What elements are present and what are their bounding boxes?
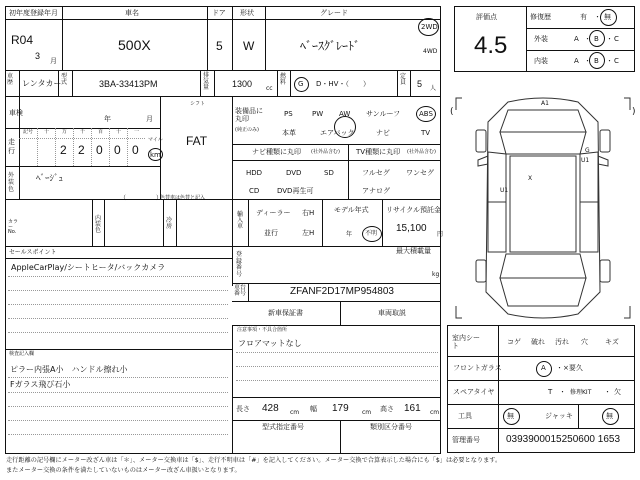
front-glass-a: A	[541, 364, 546, 372]
exterior-value: ﾍﾞｰｼﾞｭ	[36, 174, 64, 184]
import-right: 右H	[302, 209, 315, 217]
mileage-digit-divider	[37, 128, 38, 166]
registration-label: 登録番号	[236, 251, 243, 278]
drive-4wd: 4WD	[423, 48, 438, 55]
mileage-digit: 0	[132, 143, 139, 157]
sales-point-label: セールスポイント	[9, 249, 57, 256]
seat-hole: 穴	[581, 338, 588, 346]
width-unit: cm	[362, 409, 372, 416]
model-year-unit: 年	[346, 231, 353, 238]
footer-line2: またメーター交換の条件を満たしていないものはメーター改ざん車扱いとなります。	[6, 467, 241, 474]
month-unit: 月	[50, 57, 57, 65]
seat-label: 室内シート	[452, 334, 480, 351]
model-year-unknown: 不明	[365, 230, 378, 237]
jack-label: ジャッキ	[545, 412, 573, 420]
mileage-digit: 0	[114, 143, 121, 157]
shape-value: W	[243, 39, 255, 53]
capacity-value: 5	[417, 79, 423, 89]
vin-value: ZFANF2D17MP954803	[290, 286, 394, 297]
recycle-yen: 円	[437, 231, 444, 238]
repair-dot: ・	[594, 13, 601, 21]
diagram-right-bracket-1: )	[632, 107, 636, 117]
interior-color-label: 内装色	[95, 215, 102, 234]
equip-pw: PW	[312, 110, 324, 118]
type-cert-label: 型式指定番号	[262, 423, 304, 431]
exterior-grade-c: C	[614, 35, 619, 43]
exterior-note: 色替車は色替と記入	[160, 195, 206, 201]
footer-line1: 走行距離の記号欄にメーター改ざん車は「＊」、メーター交換車は「$」、走行不明車は「#」を記入してください。メーター交換で合算表示した場合にも「$」は必要となります。	[6, 457, 502, 464]
exterior-grade-a: A	[574, 35, 579, 43]
mileage-digit-divider	[55, 128, 56, 166]
drive-2wd: 2WD	[421, 23, 438, 31]
mileage-digit-divider	[73, 128, 74, 166]
seat-burn: コゲ	[507, 338, 521, 346]
tv-oneseg: ワンセグ	[406, 169, 434, 177]
interior-grade-b: B	[594, 57, 599, 65]
capacity-label: 定員	[400, 73, 407, 86]
grade-value: ﾍﾞｰｽｸﾞﾚｰﾄﾞ	[300, 39, 361, 53]
diagram-a1: A1	[541, 100, 549, 107]
fuel-g: G	[298, 80, 304, 88]
mileage-digit: 2	[60, 143, 67, 157]
seat-stain: 汚れ	[555, 338, 569, 346]
type-label: 型式	[61, 73, 68, 86]
mileage-digit-label: 百	[98, 129, 104, 135]
mileage-digit-label: 記号	[23, 129, 34, 135]
exterior-grade-dot2: ・	[606, 35, 613, 43]
equipment-sub: (純正のみ)	[235, 127, 259, 133]
navi-title-sub: (社外品含む)	[311, 149, 340, 155]
import-dealer: ディーラー	[256, 209, 291, 217]
length-label: 長さ	[236, 405, 250, 413]
repair-label: 修復歴	[530, 13, 551, 21]
mileage-digit: 0	[96, 143, 103, 157]
tv-title-sub: (社外品含む)	[407, 149, 436, 155]
spare-kit: 修理KIT	[570, 389, 592, 396]
height-label: 高さ	[380, 405, 394, 413]
inspection-year: 年	[104, 115, 111, 123]
score-value: 4.5	[474, 32, 508, 59]
score-label: 評価点	[476, 13, 497, 21]
navi-hdd: HDD	[246, 169, 263, 177]
category-label: 車歴	[7, 73, 14, 86]
mileage-digit-label: 一	[134, 129, 140, 135]
exterior-label: 外装色	[8, 172, 15, 194]
manual-label: 車両取説	[378, 309, 406, 317]
diagram-u1-right: U1	[581, 157, 590, 164]
cooling-label: 冷房	[166, 217, 173, 230]
attention-value: フロアマットなし	[238, 339, 302, 348]
spare-label: スペアタイヤ	[453, 388, 495, 396]
exterior-grade-b: B	[594, 35, 599, 43]
interior-grade-dot1: ・	[584, 57, 591, 65]
mileage-digit: 2	[78, 143, 85, 157]
equip-navi: ナビ	[376, 129, 390, 137]
height-unit: cm	[430, 409, 440, 416]
seat-tear: 破れ	[531, 338, 545, 346]
fuel-rest: D・HV・（ ）	[316, 80, 370, 88]
import-label: 輸入車	[237, 211, 244, 230]
inspector-line1: ピラー内張A小 ハンドル擦れ小	[10, 365, 128, 374]
type-value: 3BA-33413PM	[99, 79, 158, 89]
mileage-label-divider	[19, 138, 145, 139]
height-value: 161	[404, 403, 421, 414]
mileage-digit-divider	[109, 128, 110, 166]
shift-label: シフト	[190, 101, 206, 107]
reg-year-label: 初年度登録年月	[9, 9, 58, 17]
tv-analog: アナログ	[362, 187, 390, 195]
model-name-label: 車名	[125, 9, 139, 17]
import-parallel: 並行	[264, 229, 278, 237]
diagram-u1-left: U1	[500, 187, 509, 194]
repair-yes: 有	[580, 13, 587, 21]
color-no-label: カラー No.	[8, 219, 19, 235]
recycle-label: リサイクル預託金	[386, 206, 442, 214]
exterior-paren: （ ）	[120, 195, 163, 202]
width-value: 179	[332, 403, 349, 414]
spare-dot2: ・	[604, 388, 611, 396]
displacement-label: 排気量	[203, 72, 210, 91]
mileage-digit-label: 千	[80, 129, 86, 135]
width-label: 幅	[310, 405, 317, 413]
reg-year-value: R04	[11, 33, 34, 47]
equip-airbag: エアバック	[320, 129, 355, 137]
max-load-unit: kg	[432, 271, 440, 278]
equip-abs: ABS	[419, 110, 433, 118]
vin-label: 車台番号	[234, 284, 247, 297]
model-name-value: 500X	[118, 37, 151, 53]
warranty-label: 新車保証書	[268, 309, 303, 317]
equip-tv: TV	[421, 129, 431, 137]
category-value: レンタカー	[22, 79, 62, 88]
seat-scratch: キズ	[605, 338, 619, 346]
tools-value: 無	[507, 412, 514, 420]
inspection-month: 月	[146, 115, 153, 123]
displacement-value: 1300	[232, 79, 253, 89]
equip-sunroof: サンルーフ	[366, 110, 401, 118]
length-value: 428	[262, 403, 279, 414]
diagram-g: G	[585, 147, 590, 154]
shift-value: FAT	[186, 134, 208, 148]
diagram-left-bracket-1: (	[450, 107, 454, 117]
import-left: 左H	[302, 229, 315, 237]
navi-dvd: DVD	[286, 169, 302, 177]
inspector-label: 検査記入欄	[9, 351, 35, 357]
mileage-digit-label: 万	[62, 129, 68, 135]
interior-grade-a: A	[574, 57, 579, 65]
interior-grade-c: C	[614, 57, 619, 65]
exterior-grade-label: 外装	[534, 35, 548, 43]
car-damage-diagram	[448, 92, 638, 324]
cc-unit: cc	[266, 85, 273, 92]
interior-grade-label: 内装	[534, 57, 548, 65]
diagram-x: X	[528, 175, 533, 182]
tv-fullseg: フルセグ	[362, 169, 390, 177]
sales-point-value: AppleCarPlay/シートヒータ/バックカメラ	[11, 263, 166, 272]
tv-title: TV種類に丸印	[356, 148, 401, 156]
model-year-label: モデル年式	[334, 206, 369, 214]
attention-label: 注意事項・不具合箇所	[237, 327, 288, 333]
jack-value: 無	[606, 412, 613, 420]
door-value: 5	[216, 39, 223, 53]
front-glass-label: フロントガラス	[453, 364, 502, 372]
interior-grade-dot2: ・	[606, 57, 613, 65]
equipment-label: 装備品に丸印	[235, 107, 263, 124]
spare-t: T	[548, 388, 553, 396]
mileage-digit-divider	[91, 128, 92, 166]
mgmt-value: 0393900015250600 1653	[506, 434, 621, 445]
max-load-label: 最大積載量	[396, 247, 431, 255]
recycle-value: 15,100	[396, 223, 427, 234]
length-unit: cm	[290, 409, 300, 416]
mileage-label: 走行	[8, 138, 15, 156]
inspection-label: 車検	[9, 109, 23, 117]
equip-ps: PS	[284, 110, 293, 118]
exterior-grade-dot1: ・	[584, 35, 591, 43]
km-label: km	[150, 151, 161, 159]
navi-dvd-play: DVD再生可	[277, 187, 314, 195]
repair-none: 無	[604, 13, 611, 21]
mileage-digit-divider	[127, 128, 128, 166]
navi-cd: CD	[249, 187, 260, 195]
reg-month-value: 3	[35, 51, 41, 61]
capacity-unit: 人	[430, 85, 437, 92]
spare-dot1: ・	[559, 388, 566, 396]
tools-label: 工具	[458, 412, 472, 420]
mileage-digit-label: 十	[116, 129, 122, 135]
class-label: 類別区分番号	[370, 423, 412, 431]
mile-label: マイル	[148, 137, 163, 143]
equip-aw: AW	[339, 110, 351, 118]
door-label: ドア	[212, 9, 226, 17]
equip-leather: 本革	[282, 129, 296, 137]
grade-label: グレード	[320, 9, 348, 17]
navi-sd: SD	[324, 169, 334, 177]
mgmt-label: 管理番号	[452, 436, 480, 444]
shape-label: 形状	[240, 9, 254, 17]
fuel-label: 燃料	[280, 73, 287, 86]
inspector-line2: Fガラス飛び石小	[10, 380, 71, 389]
mileage-digit-label: 十	[44, 129, 50, 135]
navi-title: ナビ種類に丸印	[252, 148, 301, 156]
spare-missing: 欠	[614, 388, 621, 396]
front-glass-rest: ・×要久	[556, 364, 583, 372]
